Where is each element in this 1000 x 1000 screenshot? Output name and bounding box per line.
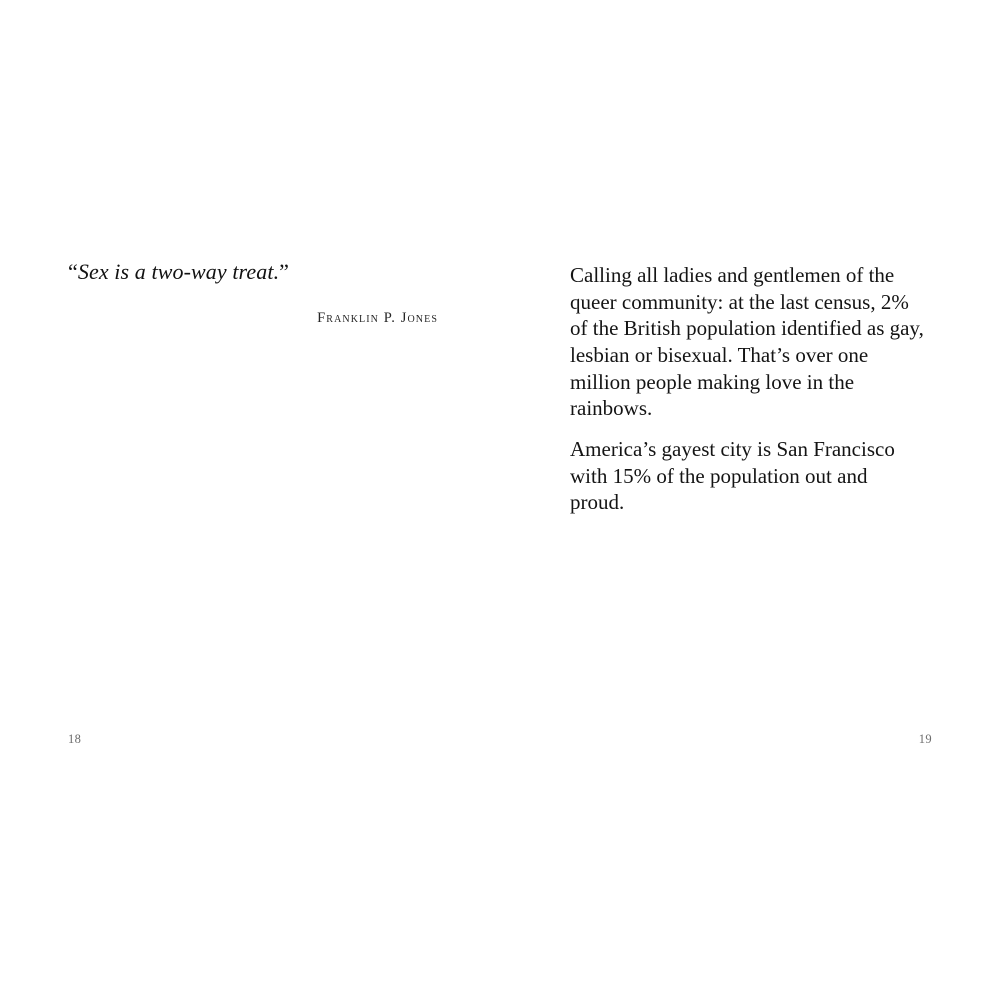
body-text [570,262,926,516]
quote-open-mark: “ [68,259,78,284]
right-page [500,0,1000,1000]
quote-close-mark: ” [279,259,290,284]
paragraph: America’s gayest city is San Francisco with 15% of the population out and proud. [570,436,895,515]
quote-line [68,258,438,286]
page-number-left: 18 [68,732,82,746]
quote-body: Sex is a two-way treat. [77,259,280,284]
page-number-right: 19 [918,732,932,746]
quote-attribution: Franklin P. Jones [317,309,438,326]
pull-quote [68,258,438,327]
paragraph: Calling all ladies and gentlemen of the queer community: at the last census, 2% of the British population identified as gay, lesbian or bisexual. That’s over one million people making love in the rainbows. [570,263,924,421]
